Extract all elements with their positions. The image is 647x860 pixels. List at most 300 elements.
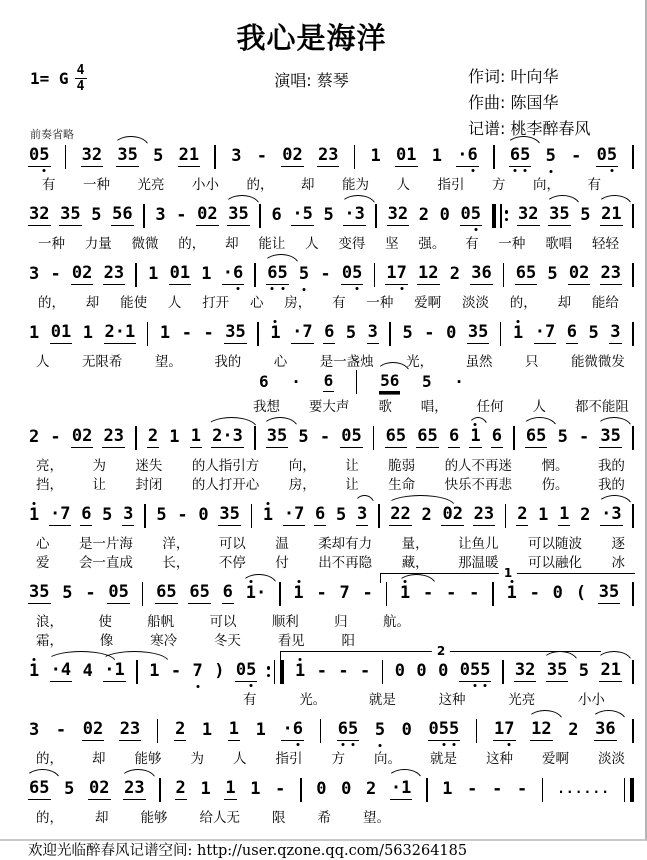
- note-token: 35: [600, 426, 621, 446]
- lyric-syllable: 量，: [401, 536, 429, 552]
- score: [28, 140, 635, 825]
- lyric-syllable: 爱啊: [414, 295, 442, 311]
- barline: [632, 263, 634, 287]
- lyric-syllable: 的人不再迷: [444, 458, 513, 474]
- note-token: 1: [295, 660, 306, 681]
- lyric-syllable: 一种: [366, 295, 394, 311]
- lyric-syllable: 方: [331, 751, 345, 767]
- lyric-syllable: 的，: [178, 236, 206, 252]
- note-token: 12: [418, 263, 439, 283]
- lyric-syllable: 小小: [577, 692, 605, 708]
- lyric-syllable: 无限希: [81, 354, 123, 370]
- note-token: 7: [339, 582, 350, 603]
- note-token: 5: [298, 263, 310, 284]
- lyric-syllable: 有: [243, 692, 257, 708]
- note-token: 1: [370, 145, 381, 166]
- note-token: -: [275, 778, 286, 799]
- barline: [65, 145, 67, 169]
- lyric-syllable: 心: [36, 536, 50, 552]
- note-token: ·5: [292, 204, 313, 224]
- note-token: ·1: [104, 660, 125, 680]
- barline: [320, 719, 322, 743]
- lyric-syllable: 顺利: [271, 614, 299, 630]
- lyric-syllable: 要大声: [308, 399, 350, 415]
- note-token: 17: [494, 719, 515, 739]
- note-token: 0: [198, 504, 209, 525]
- note-token: 65: [525, 426, 547, 446]
- note-token: -: [316, 660, 327, 681]
- lyric-syllable: 力量: [84, 236, 112, 252]
- barline: [251, 504, 253, 528]
- note-token: 5: [588, 322, 599, 343]
- lyric-syllable: 出不再隐: [318, 555, 373, 571]
- barline: [493, 145, 495, 169]
- note-token: 0: [416, 660, 427, 681]
- barline: [426, 778, 428, 802]
- note-token: 65: [385, 426, 407, 446]
- lyrics-row-2: [28, 629, 635, 648]
- note-token: 0: [401, 719, 412, 740]
- note-token: 3: [123, 504, 134, 524]
- note-token: ·: [454, 371, 464, 391]
- barline: [279, 582, 281, 606]
- lyric-syllable: 能给: [591, 295, 619, 311]
- lyric-syllable: 望。: [363, 810, 390, 826]
- lyric-syllable: 人: [532, 399, 547, 415]
- note-token: 17: [386, 263, 407, 283]
- lyric-syllable: 歌唱: [545, 236, 573, 252]
- note-token: 0: [394, 660, 405, 681]
- lyric-syllable: 的，: [246, 177, 274, 193]
- note-token: 1: [431, 145, 443, 166]
- lyric-syllable: 一种: [38, 236, 65, 252]
- lyric-syllable: 却: [301, 177, 315, 193]
- note-token: 02: [568, 263, 590, 283]
- music-system-9: [28, 714, 635, 766]
- lyric-syllable: 迷失: [135, 458, 163, 474]
- barline: [632, 582, 634, 606]
- lyric-syllable: 航。: [382, 614, 410, 630]
- note-token: (: [575, 582, 586, 603]
- barline: [624, 778, 626, 802]
- note-token: 35: [60, 204, 81, 224]
- note-token: ·7: [534, 322, 556, 342]
- lyrics-row: [28, 532, 635, 551]
- barline: [254, 263, 256, 287]
- lyric-syllable: 变得: [338, 236, 366, 252]
- lyric-syllable: 伤。: [541, 477, 569, 493]
- lyric-syllable: 的人打开心: [191, 477, 260, 493]
- note-token: 65: [337, 719, 359, 739]
- lyric-syllable: 却: [557, 295, 572, 311]
- note-token: 05: [341, 263, 363, 283]
- note-token: 5: [402, 322, 413, 343]
- note-token: 1: [228, 719, 239, 739]
- note-token: ·6: [457, 145, 478, 165]
- lyric-syllable: 可以随波: [528, 536, 582, 552]
- lyric-syllable: 让: [345, 458, 359, 474]
- lyric-syllable: 的人指引方: [191, 458, 260, 474]
- barline: [500, 204, 502, 228]
- lyric-syllable: 都不能阻: [574, 399, 629, 415]
- lyric-syllable: 却: [95, 810, 109, 826]
- note-token: 35: [219, 504, 240, 524]
- note-token: 65: [156, 582, 177, 602]
- note-token: 65: [417, 426, 438, 446]
- notes-row: [28, 773, 635, 806]
- note-token: 1: [470, 426, 481, 446]
- barline: [502, 660, 504, 684]
- barline: [503, 263, 505, 287]
- notes-row: [28, 714, 635, 747]
- notes-row: [28, 140, 635, 173]
- note-token: ·7: [283, 504, 305, 524]
- lyric-syllable: 可以: [218, 536, 246, 552]
- note-token: 05: [341, 426, 362, 446]
- time-bottom: 4: [76, 79, 85, 94]
- note-token: 02: [442, 504, 463, 524]
- note-token: 23: [103, 263, 125, 283]
- barline: [257, 322, 259, 346]
- notes-row: [28, 258, 635, 291]
- note-token: 5: [153, 145, 164, 166]
- lyric-syllable: 光亮: [137, 177, 165, 193]
- note-token: 5: [547, 263, 558, 284]
- note-token: 2: [568, 719, 579, 740]
- lyric-syllable: 脆弱: [388, 458, 416, 474]
- note-token: 35: [117, 145, 138, 165]
- fade-out-dots: ......: [557, 782, 611, 797]
- lyric-syllable: 有: [332, 295, 346, 311]
- note-token: ·7: [292, 322, 313, 342]
- note-token: 65: [29, 778, 50, 798]
- note-token: 23: [124, 778, 145, 798]
- volta-label: 2: [432, 645, 450, 657]
- lyrics-row-2: [28, 395, 635, 414]
- lyric-syllable: 有: [587, 177, 601, 193]
- lyric-syllable: 向，: [288, 458, 316, 474]
- note-token: -: [423, 582, 434, 603]
- lyric-syllable: 寒冷: [150, 633, 178, 649]
- note-token: 1: [190, 426, 201, 446]
- note-token: 3: [610, 322, 621, 342]
- note-token: 21: [601, 204, 622, 224]
- note-token: 1: [159, 322, 171, 343]
- note-token: 05: [29, 145, 50, 165]
- note-token: 055: [428, 719, 460, 739]
- note-token: 5: [545, 145, 556, 166]
- lyric-syllable: 能够: [140, 810, 168, 826]
- note-token: 05: [460, 204, 481, 224]
- note-token: -: [529, 582, 540, 603]
- note-token: 1·: [245, 582, 267, 603]
- note-token: 3: [356, 504, 368, 524]
- lyric-syllable: 爱: [36, 555, 50, 571]
- lyric-syllable: 温: [275, 536, 289, 552]
- lyrics-row: [28, 610, 635, 629]
- note-token: 7: [192, 660, 203, 681]
- barline: [389, 322, 391, 346]
- note-token: 65: [509, 145, 531, 165]
- barline: [259, 204, 261, 228]
- lyric-syllable: 阳: [341, 633, 355, 649]
- lyrics-row: [28, 688, 635, 707]
- barline: [378, 504, 380, 528]
- barline: [135, 263, 137, 287]
- note-token: ·: [291, 371, 301, 391]
- lyric-syllable: 能为: [342, 177, 369, 193]
- lyric-syllable: 是一片海: [78, 536, 133, 552]
- barline: [476, 719, 478, 743]
- lyric-syllable: 方: [492, 177, 506, 193]
- lyric-syllable: 人: [36, 354, 50, 370]
- barline: [274, 660, 276, 684]
- note-token: 0: [341, 778, 352, 799]
- note-token: 21: [600, 660, 621, 680]
- lyric-syllable: 付: [275, 555, 289, 571]
- note-token: 0: [316, 778, 327, 799]
- note-token: -: [424, 322, 435, 343]
- note-token: ): [214, 660, 225, 681]
- note-token: 2: [421, 504, 432, 525]
- note-token: 6: [491, 426, 502, 446]
- lyrics-row: [28, 806, 635, 825]
- lyric-syllable: 强。: [418, 236, 446, 252]
- note-token: -: [338, 660, 349, 681]
- note-token: -: [516, 778, 528, 799]
- lyric-syllable: 指引: [275, 751, 303, 767]
- note-token: 32: [29, 204, 50, 224]
- lyric-syllable: 轻轻: [591, 236, 619, 252]
- lyric-syllable: 柔却有力: [318, 536, 373, 552]
- note-token: ·1: [390, 778, 412, 798]
- lyric-syllable: 让: [92, 477, 106, 493]
- note-token: -: [362, 582, 373, 603]
- note-token: -: [177, 504, 188, 525]
- lyrics-row: [28, 232, 635, 251]
- barline: [254, 426, 256, 450]
- transcriber-credit: 记谱: 桃李醉春风: [468, 119, 591, 138]
- lyric-syllable: 却: [92, 751, 106, 767]
- note-token: 6: [448, 426, 460, 446]
- barline: [373, 426, 375, 450]
- note-token: 2: [147, 426, 159, 446]
- lyric-syllable: 我想: [253, 399, 280, 415]
- lyrics-row: [28, 173, 635, 192]
- composer-credit: 作曲: 陈国华: [468, 93, 559, 112]
- lyric-syllable: 人: [167, 295, 182, 311]
- lyric-syllable: 只: [525, 354, 539, 370]
- lyric-syllable: 惘。: [541, 458, 569, 474]
- lyric-syllable: 任何: [476, 399, 504, 415]
- notes-row: [28, 421, 635, 454]
- barline: [354, 145, 356, 169]
- lyrics-row: [28, 747, 635, 766]
- lyric-syllable: 为: [92, 458, 106, 474]
- note-token: 0: [438, 660, 449, 681]
- barline: [505, 504, 507, 528]
- music-system-3: [28, 258, 635, 310]
- note-token: 02: [89, 778, 110, 798]
- note-token: -: [469, 582, 480, 603]
- note-token: 6: [566, 322, 577, 342]
- intro-note: 前奏省略: [30, 128, 74, 141]
- lyric-syllable: 指引: [437, 177, 465, 193]
- barline: [136, 660, 138, 684]
- note-token: ·4: [50, 660, 72, 680]
- note-token: -: [578, 426, 590, 447]
- music-system-5: [28, 421, 635, 492]
- note-token: 5: [374, 719, 386, 740]
- note-token: 1: [506, 582, 517, 603]
- note-token: 56: [380, 371, 400, 390]
- lyric-syllable: 一种: [83, 177, 110, 193]
- note-token: 65: [189, 582, 210, 602]
- barline: [542, 778, 544, 802]
- lyric-syllable: 封闭: [135, 477, 163, 493]
- note-token: 5: [578, 660, 590, 681]
- barline: [135, 426, 137, 450]
- lyric-syllable: 爱啊: [542, 751, 569, 767]
- note-token: 1: [29, 504, 40, 525]
- note-token: 05: [108, 582, 129, 602]
- barline: [386, 582, 388, 606]
- lyric-syllable: 让: [345, 477, 359, 493]
- note-token: 1: [399, 582, 411, 603]
- note-token: 12: [531, 719, 552, 739]
- lyric-syllable: 霜，: [36, 633, 63, 649]
- barline: [632, 719, 634, 743]
- barline: [632, 426, 634, 450]
- lyric-syllable: 我的: [597, 458, 625, 474]
- note-token: 1: [512, 322, 524, 343]
- lyric-syllable: 有: [42, 177, 56, 193]
- barline: [632, 204, 634, 228]
- note-token: 05: [235, 660, 257, 680]
- barline: [356, 370, 358, 394]
- note-token: -: [50, 263, 61, 284]
- lyric-syllable: 光亮: [508, 692, 536, 708]
- note-token: 1: [262, 504, 274, 525]
- note-token: -: [181, 322, 192, 343]
- note-token: 1: [270, 322, 281, 343]
- note-token: 5: [102, 504, 113, 525]
- lyric-syllable: 为: [190, 751, 204, 767]
- lyric-syllable: 心: [273, 354, 288, 370]
- note-token: 1: [559, 504, 570, 524]
- note-token: 0: [439, 204, 450, 225]
- note-token: 01: [50, 322, 72, 342]
- note-token: -: [446, 582, 457, 603]
- note-token: -: [203, 322, 214, 343]
- note-token: -: [55, 719, 67, 740]
- time-top: 4: [76, 63, 85, 78]
- note-token: 3: [29, 263, 40, 284]
- lyric-syllable: 挡，: [36, 477, 63, 493]
- barline: [144, 504, 146, 528]
- lyrics-row-2: [28, 551, 635, 570]
- lyric-syllable: 洋，: [162, 536, 190, 552]
- note-token: 35: [29, 582, 50, 602]
- lyric-syllable: 望。: [154, 354, 182, 370]
- barline: [632, 660, 634, 684]
- note-token: ·7: [49, 504, 71, 524]
- music-system-6: [28, 499, 635, 570]
- barline: [300, 778, 302, 802]
- lyric-syllable: 小小: [192, 177, 219, 193]
- note-token: 35: [225, 322, 246, 342]
- lyric-syllable: 浪，: [36, 614, 63, 630]
- lyric-syllable: 人: [233, 751, 247, 767]
- note-token: 5: [62, 582, 73, 603]
- note-token: -: [316, 582, 327, 603]
- note-token: 3: [29, 719, 40, 740]
- lyric-syllable: 却: [85, 295, 100, 311]
- barline: [632, 145, 634, 169]
- lyric-syllable: 却: [225, 236, 239, 252]
- note-token: -: [50, 426, 61, 447]
- note-token: 23: [119, 719, 141, 739]
- lyric-syllable: 光，: [406, 354, 434, 370]
- lyric-syllable: 向。: [374, 751, 401, 767]
- lyric-syllable: 这种: [438, 692, 466, 708]
- note-token: 0: [446, 322, 457, 343]
- lyric-syllable: 长，: [162, 555, 190, 571]
- lyric-syllable: 淡淡: [461, 295, 489, 311]
- note-token: -: [85, 582, 96, 603]
- volta-label: 1: [499, 567, 517, 579]
- lyric-syllable: 我的: [214, 354, 242, 370]
- lyric-syllable: 唱，: [420, 399, 448, 415]
- note-token: 1: [225, 778, 236, 798]
- music-system-4: [28, 317, 635, 414]
- second-voice-row: [28, 369, 635, 395]
- lyric-syllable: 那温暖: [458, 555, 499, 571]
- barline: [513, 426, 515, 450]
- note-token: 2: [580, 504, 591, 525]
- lyric-syllable: 能微微发: [570, 354, 625, 370]
- note-token: 6: [271, 204, 282, 225]
- barline: [142, 582, 144, 606]
- note-token: 5: [336, 504, 347, 525]
- credits-block: [468, 64, 590, 142]
- barline: [159, 778, 161, 802]
- note-token: 32: [387, 204, 409, 224]
- note-token: 35: [598, 582, 620, 602]
- note-token: 32: [518, 204, 539, 224]
- note-token: 05: [596, 145, 618, 165]
- lyricist-credit: 作词: 叶向华: [468, 67, 559, 86]
- lyric-syllable: 会一直成: [78, 555, 133, 571]
- note-token: 1: [148, 263, 159, 284]
- lyric-syllable: 房，: [288, 477, 316, 493]
- lyrics-row-2: [28, 473, 635, 492]
- barline: [500, 322, 502, 346]
- note-token: 6: [259, 371, 269, 391]
- barline: [147, 322, 149, 346]
- lyric-syllable: 坚: [385, 236, 399, 252]
- lyric-syllable: 房，: [284, 295, 312, 311]
- note-token: 65: [267, 263, 288, 283]
- note-token: 0: [552, 582, 563, 603]
- note-token: -: [319, 426, 331, 447]
- note-token: 6: [324, 322, 335, 342]
- note-token: 35: [266, 426, 288, 446]
- note-token: ·3: [601, 504, 622, 524]
- note-token: 32: [514, 660, 536, 680]
- note-token: -: [176, 204, 187, 225]
- note-token: 5: [91, 204, 102, 225]
